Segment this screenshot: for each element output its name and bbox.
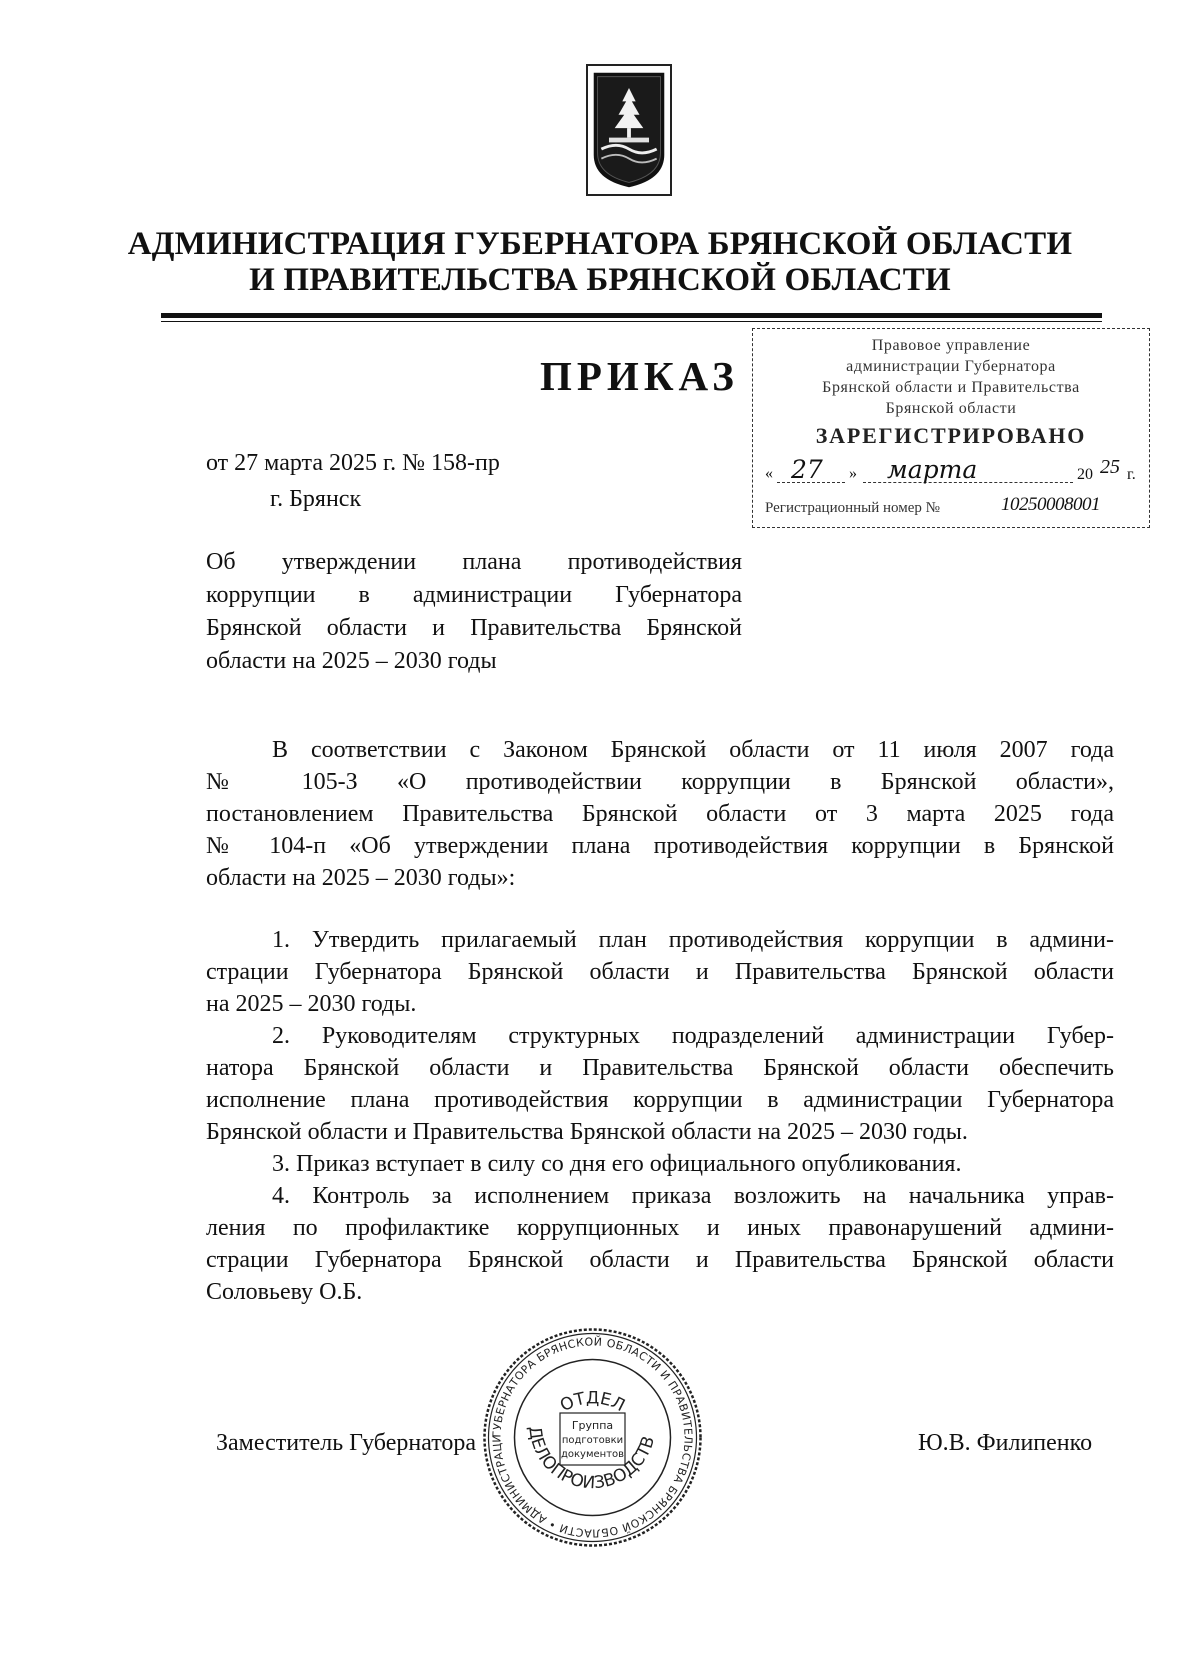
- seal-center-line-2: подготовки: [561, 1435, 624, 1446]
- item-4-line: ления по профилактике коррупционных и иных правонарушений админи-: [206, 1215, 1114, 1241]
- seal-inner-top-text: ОТДЕЛ: [557, 1388, 628, 1417]
- seal-ring-text: ГУБЕРНАТОРА БРЯНСКОЙ ОБЛАСТИ И ПРАВИТЕЛЬСТВА БРЯНСКОЙ ОБЛАСТИ • АДМИНИСТРАЦИ: [490, 1335, 695, 1540]
- item-1-line: 1. Утвердить прилагаемый план противодействия коррупции в админи-: [272, 927, 1114, 953]
- order-subject: [206, 546, 742, 678]
- seal-icon: [480, 1325, 705, 1550]
- registration-stamp: [752, 328, 1150, 528]
- item-4-line: 4. Контроль за исполнением приказа возложить на начальника управ-: [272, 1183, 1114, 1209]
- item-1-line: страции Губернатора Брянской области и Правительства Брянской области: [206, 959, 1114, 985]
- order-city: г. Брянск: [270, 486, 362, 512]
- stamp-date-row: [765, 455, 1139, 489]
- stamp-year-handwritten: 25: [1100, 456, 1120, 478]
- header-rule-thin: [161, 321, 1102, 322]
- header-rule-thick: [161, 313, 1102, 318]
- subject-line: области на 2025 – 2030 годы: [206, 648, 497, 674]
- stamp-quote-open: «: [765, 465, 773, 482]
- preamble-paragraph: [206, 734, 1114, 894]
- order-date-number: от 27 марта 2025 г. № 158-пр: [206, 450, 500, 476]
- document-type-title: ПРИКАЗ: [540, 353, 739, 399]
- stamp-dept-line-4: Брянской области: [885, 400, 1017, 417]
- stamp-month-handwritten: марта: [887, 455, 978, 484]
- organization-name-line-1: АДМИНИСТРАЦИЯ ГУБЕРНАТОРА БРЯНСКОЙ ОБЛАСТИ: [127, 226, 1073, 262]
- item-2-line: 2. Руководителям структурных подразделений администрации Губер-: [272, 1023, 1114, 1049]
- preamble-line: № 104-п «Об утверждении плана противодействия коррупции в Брянской: [206, 833, 1114, 859]
- stamp-reg-number-handwritten: 10250008001: [1001, 494, 1100, 515]
- item-2-line: натора Брянской области и Правительства Брянской области обеспечить: [206, 1055, 1114, 1081]
- official-seal: [480, 1325, 705, 1550]
- subject-line: Об утверждении плана противодействия: [206, 549, 742, 575]
- item-2-line: Брянской области и Правительства Брянской области на 2025 – 2030 годы.: [206, 1119, 968, 1145]
- item-1-line: на 2025 – 2030 годы.: [206, 991, 417, 1017]
- item-3-line: 3. Приказ вступает в силу со дня его официального опубликования.: [272, 1151, 962, 1177]
- subject-line: Брянской области и Правительства Брянской: [206, 615, 742, 641]
- seal-center-line-1: Группа: [571, 1419, 614, 1432]
- stamp-quote-close: »: [849, 465, 857, 482]
- stamp-dept-line-1: Правовое управление: [871, 337, 1031, 354]
- stamp-year-prefix: 20: [1077, 466, 1093, 483]
- item-2-line: исполнение плана противодействия коррупции в администрации Губернатора: [206, 1087, 1114, 1113]
- seal-inner-bottom-text: ДЕЛОПРОИЗВОДСТВ: [524, 1424, 660, 1494]
- preamble-line: № 105-З «О противодействии коррупции в Брянской области»,: [206, 769, 1114, 795]
- preamble-line: области на 2025 – 2030 годы»:: [206, 865, 516, 891]
- organization-name-line-2: И ПРАВИТЕЛЬСТВА БРЯНСКОЙ ОБЛАСТИ: [249, 262, 951, 298]
- stamp-reg-label: Регистрационный номер №: [765, 500, 940, 516]
- preamble-line: постановлением Правительства Брянской области от 3 марта 2025 года: [206, 801, 1114, 827]
- subject-line: коррупции в администрации Губернатора: [206, 582, 742, 608]
- stamp-year-unit: г.: [1127, 466, 1136, 483]
- signatory-title: Заместитель Губернатора: [216, 1430, 477, 1456]
- item-4-line: Соловьеву О.Б.: [206, 1279, 363, 1305]
- item-4-line: страции Губернатора Брянской области и Правительства Брянской области: [206, 1247, 1114, 1273]
- seal-center-line-3: документов: [560, 1449, 625, 1460]
- svg-text:ГУБЕРНАТОРА БРЯНСКОЙ ОБЛАСТИ И: [480, 1325, 695, 1540]
- stamp-status: ЗАРЕГИСТРИРОВАНО: [815, 423, 1087, 448]
- svg-text:ОТДЕЛ: [557, 1388, 628, 1416]
- coat-of-arms-icon: [588, 66, 670, 194]
- order-items: [206, 924, 1114, 1308]
- coat-of-arms-emblem: [586, 64, 672, 196]
- stamp-day-handwritten: 27: [791, 455, 823, 484]
- stamp-dept-line-3: Брянской области и Правительства: [822, 379, 1080, 396]
- signatory-name: Ю.В. Филипенко: [918, 1430, 1093, 1456]
- stamp-dept-line-2: администрации Губернатора: [846, 358, 1056, 375]
- preamble-line: В соответствии с Законом Брянской области от 11 июля 2007 года: [272, 737, 1114, 763]
